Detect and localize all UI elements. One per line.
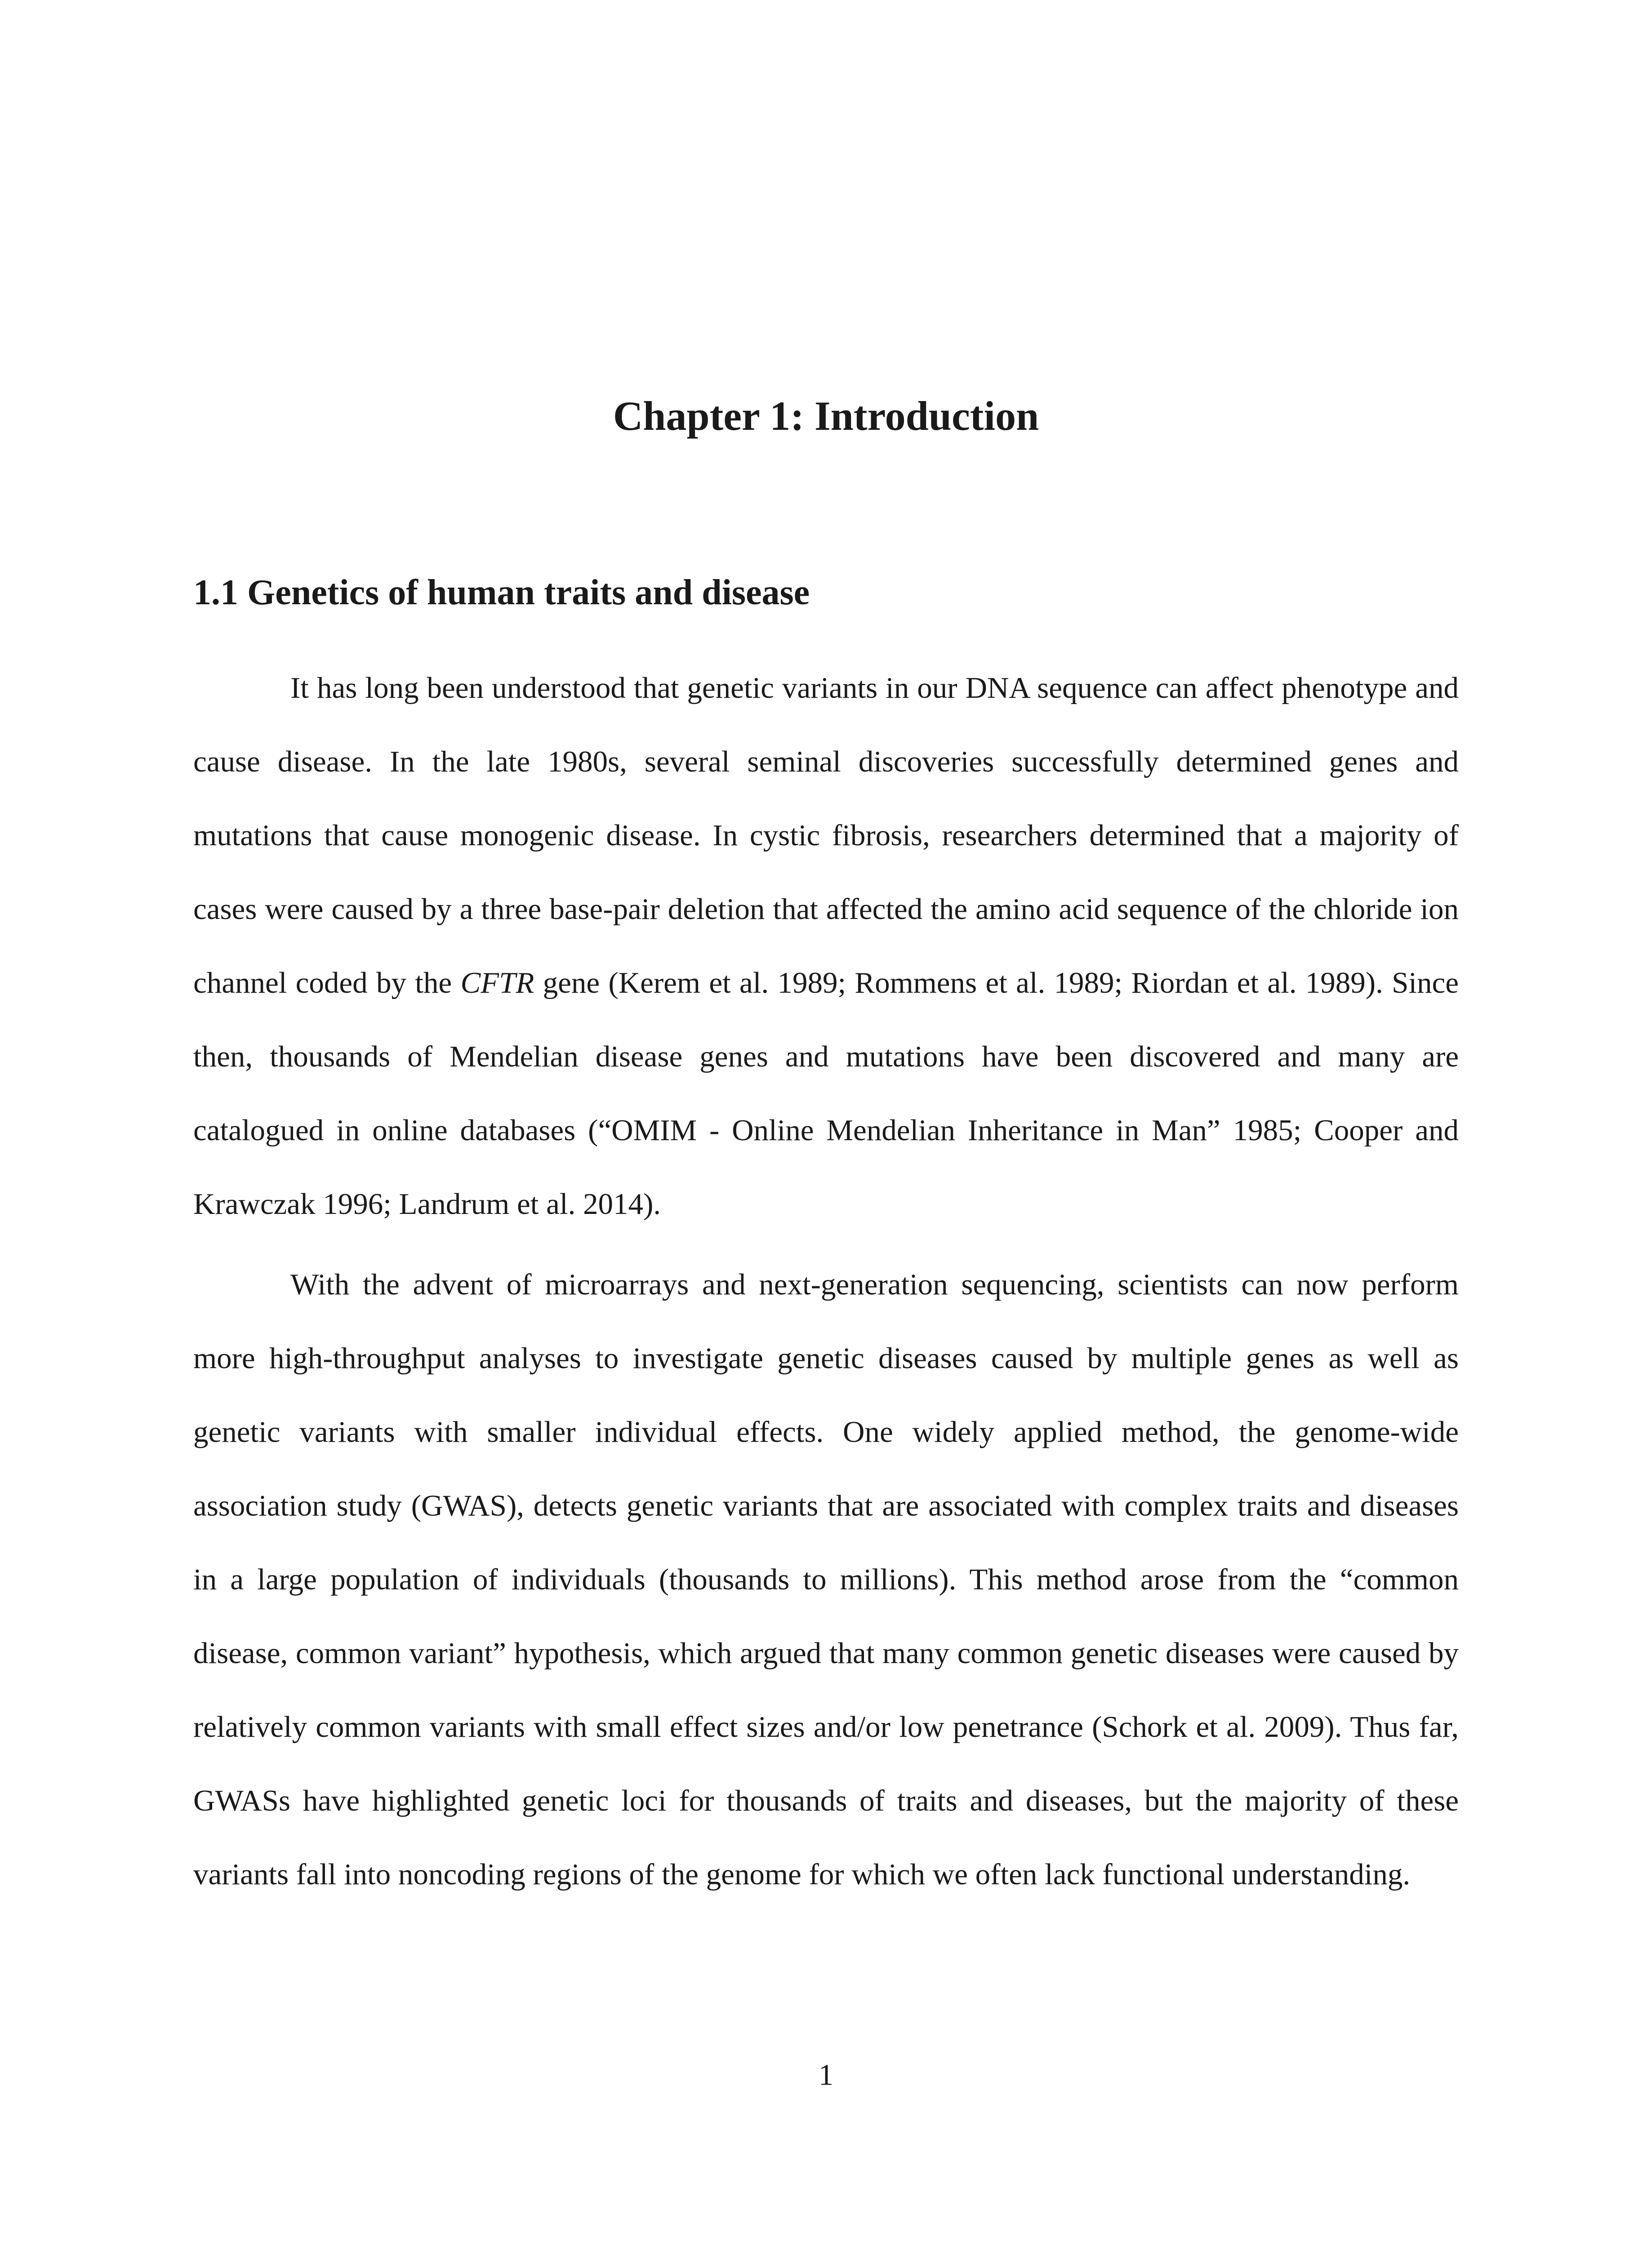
text-segment: It has long been understood that genetic variants in our DNA sequence can affect phenotype and cause disease. In the late 1980s, several seminal discoveries successfully determined genes and mutations that cause monogenic disease. In cystic fibrosis, researchers determined that a majority of cases were caused by a three base-pair deletion that affected the amino acid sequence of the chloride ion channel coded by the <box>193 671 1459 999</box>
gene-name-italic: CFTR <box>460 966 534 999</box>
text-segment: gene (Kerem et al. 1989; Rommens et al. 1989; Riordan et al. 1989). Since then, thousands of Mendelian disease genes and mutations have been discovered and many are catalogued in online databases (“OMIM - Online Mendelian Inheritance in Man” 1985; Cooper and Krawczak 1996; Landrum et al. 2014). <box>193 966 1459 1221</box>
body-paragraph <box>193 1248 1459 1911</box>
text-segment: With the advent of microarrays and next-generation sequencing, scientists can now perform more high-throughput analyses to investigate genetic diseases caused by multiple genes as well as genetic variants with smaller individual effects. One widely applied method, the genome-wide association study (GWAS), detects genetic variants that are associated with complex traits and diseases in a large population of individuals (thousands to millions). This method arose from the “common disease, common variant” hypothesis, which argued that many common genetic diseases were caused by relatively common variants with small effect sizes and/or low penetrance (Schork et al. 2009). Thus far, GWASs have highlighted genetic loci for thousands of traits and diseases, but the majority of these variants fall into noncoding regions of the genome for which we often lack functional understanding. <box>193 1268 1459 1891</box>
page-number: 1 <box>818 2058 834 2092</box>
section-heading: 1.1 Genetics of human traits and disease <box>193 573 810 612</box>
body-paragraph <box>193 651 1459 1241</box>
chapter-title: Chapter 1: Introduction <box>613 393 1039 439</box>
